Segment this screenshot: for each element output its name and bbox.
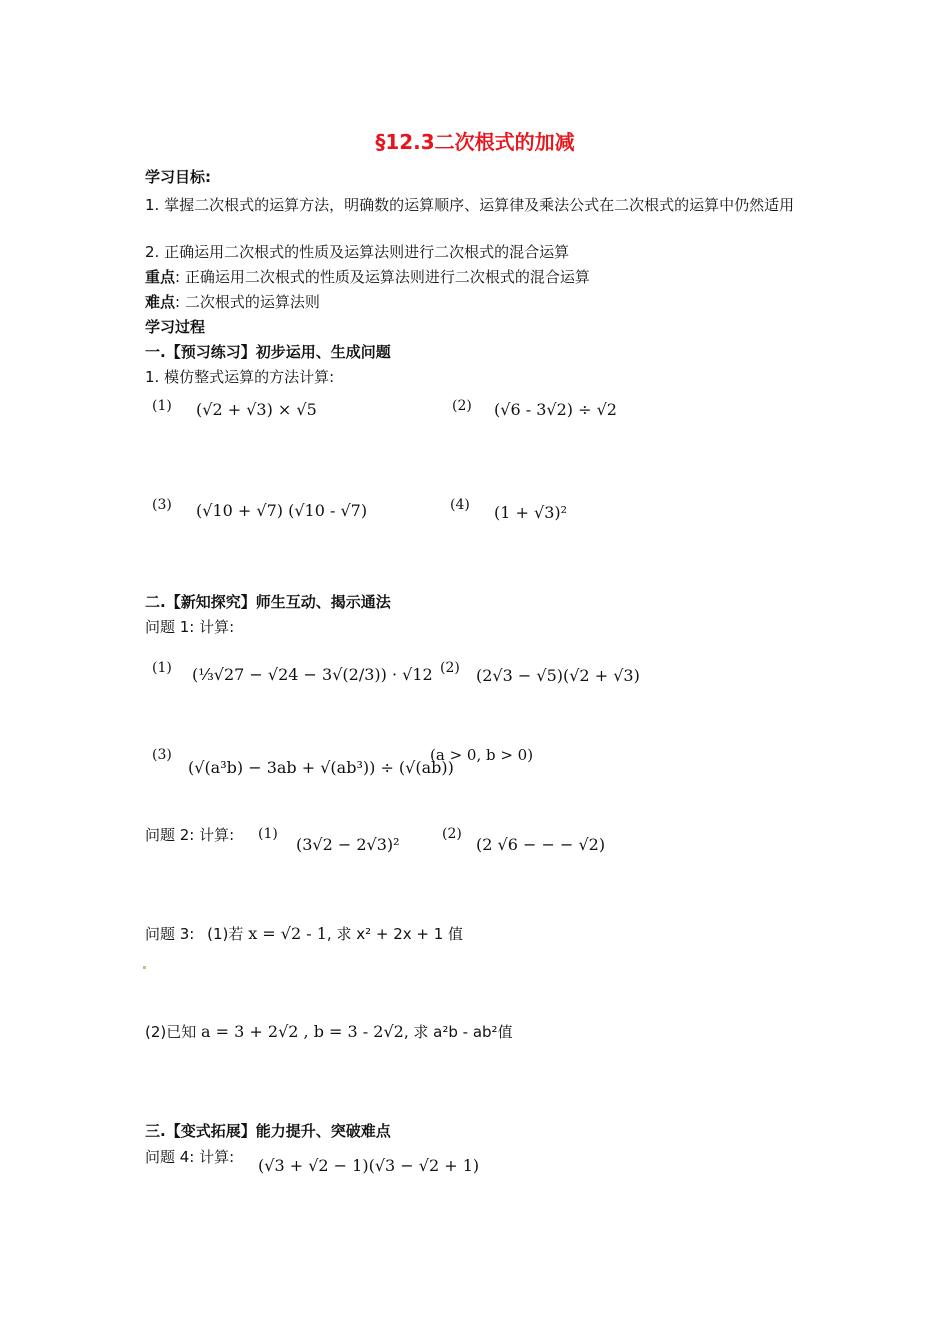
s1-problem4-label: (4) (450, 497, 470, 513)
s1-problem3-label: (3) (152, 497, 172, 513)
q1-part3-condition: (a > 0, b > 0) (430, 746, 534, 764)
q3-part1-expr: x = √2 - 1 (248, 924, 327, 943)
q3-part2 (145, 1022, 513, 1041)
q1-part1-label: (1) (152, 660, 172, 676)
stray-mark (143, 966, 146, 969)
s1-problem2-label: (2) (452, 398, 472, 414)
q2-part1-expr: (3√2 − 2√3)² (296, 835, 400, 854)
s1-problem1-label: (1) (152, 398, 172, 414)
section2-heading: 二.【新知探究】师生互动、揭示通法 (145, 593, 391, 611)
s1-problem1-expr: (√2 + √3) × √5 (196, 400, 317, 419)
s1-problem4-expr: (1 + √3)² (494, 503, 568, 522)
section3-heading: 三.【变式拓展】能力提升、突破难点 (145, 1122, 391, 1140)
objective-item-2: 2. 正确运用二次根式的性质及运算法则进行二次根式的混合运算 (145, 243, 570, 261)
question3-label: 问题 3: (145, 925, 195, 943)
section1-intro: 1. 模仿整式运算的方法计算: (145, 368, 335, 386)
s1-problem3-expr: (√10 + √7) (√10 - √7) (196, 501, 368, 520)
question2: 问题 2: 计算: (145, 826, 235, 844)
question4: 问题 4: 计算: (145, 1148, 235, 1166)
q1-part3-expr: (√(a³b) − 3ab + √(ab³)) ÷ (√(ab)) (188, 758, 454, 777)
process-heading: 学习过程 (145, 318, 206, 336)
difficulty-text: : 二次根式的运算法则 (175, 293, 320, 311)
s1-problem2-expr: (√6 - 3√2) ÷ √2 (494, 400, 617, 419)
q2-part2-expr: (2 √6 − − − √2) (476, 835, 606, 854)
q1-part3-label: (3) (152, 747, 172, 763)
question3 (145, 924, 463, 943)
q3-part1-lead: (1)若 (207, 925, 244, 943)
q2-part2-label: (2) (442, 826, 462, 842)
key-point (145, 268, 590, 286)
page-title: §12.3二次根式的加减 (375, 130, 575, 154)
q3-part2-lead: (2)已知 (145, 1023, 197, 1041)
question1: 问题 1: 计算: (145, 618, 235, 636)
q1-part1-expr: (⅓√27 − √24 − 3√(2/3)) · √12 (192, 665, 433, 684)
q2-part1-label: (1) (258, 826, 278, 842)
objectives-heading: 学习目标: (145, 168, 211, 186)
difficulty-point (145, 293, 320, 311)
q1-part2-expr: (2√3 − √5)(√2 + √3) (476, 666, 640, 685)
key-point-text: : 正确运用二次根式的性质及运算法则进行二次根式的混合运算 (175, 268, 590, 286)
objective-item-1: 1. 掌握二次根式的运算方法，明确数的运算顺序、运算律及乘法公式在二次根式的运算中仍然适用 (145, 196, 795, 214)
q3-part2-expr: a = 3 + 2√2 , b = 3 - 2√2 (201, 1022, 404, 1041)
question4-expr: (√3 + √2 − 1)(√3 − √2 + 1) (258, 1156, 480, 1175)
q3-part2-tail: , 求 a²b - ab²值 (403, 1023, 513, 1041)
difficulty-label: 难点 (145, 293, 176, 311)
key-point-label: 重点 (145, 268, 176, 286)
section1-heading: 一.【预习练习】初步运用、生成问题 (145, 343, 391, 361)
q1-part2-label: (2) (440, 660, 460, 676)
q3-part1-tail: , 求 x² + 2x + 1 值 (326, 925, 464, 943)
